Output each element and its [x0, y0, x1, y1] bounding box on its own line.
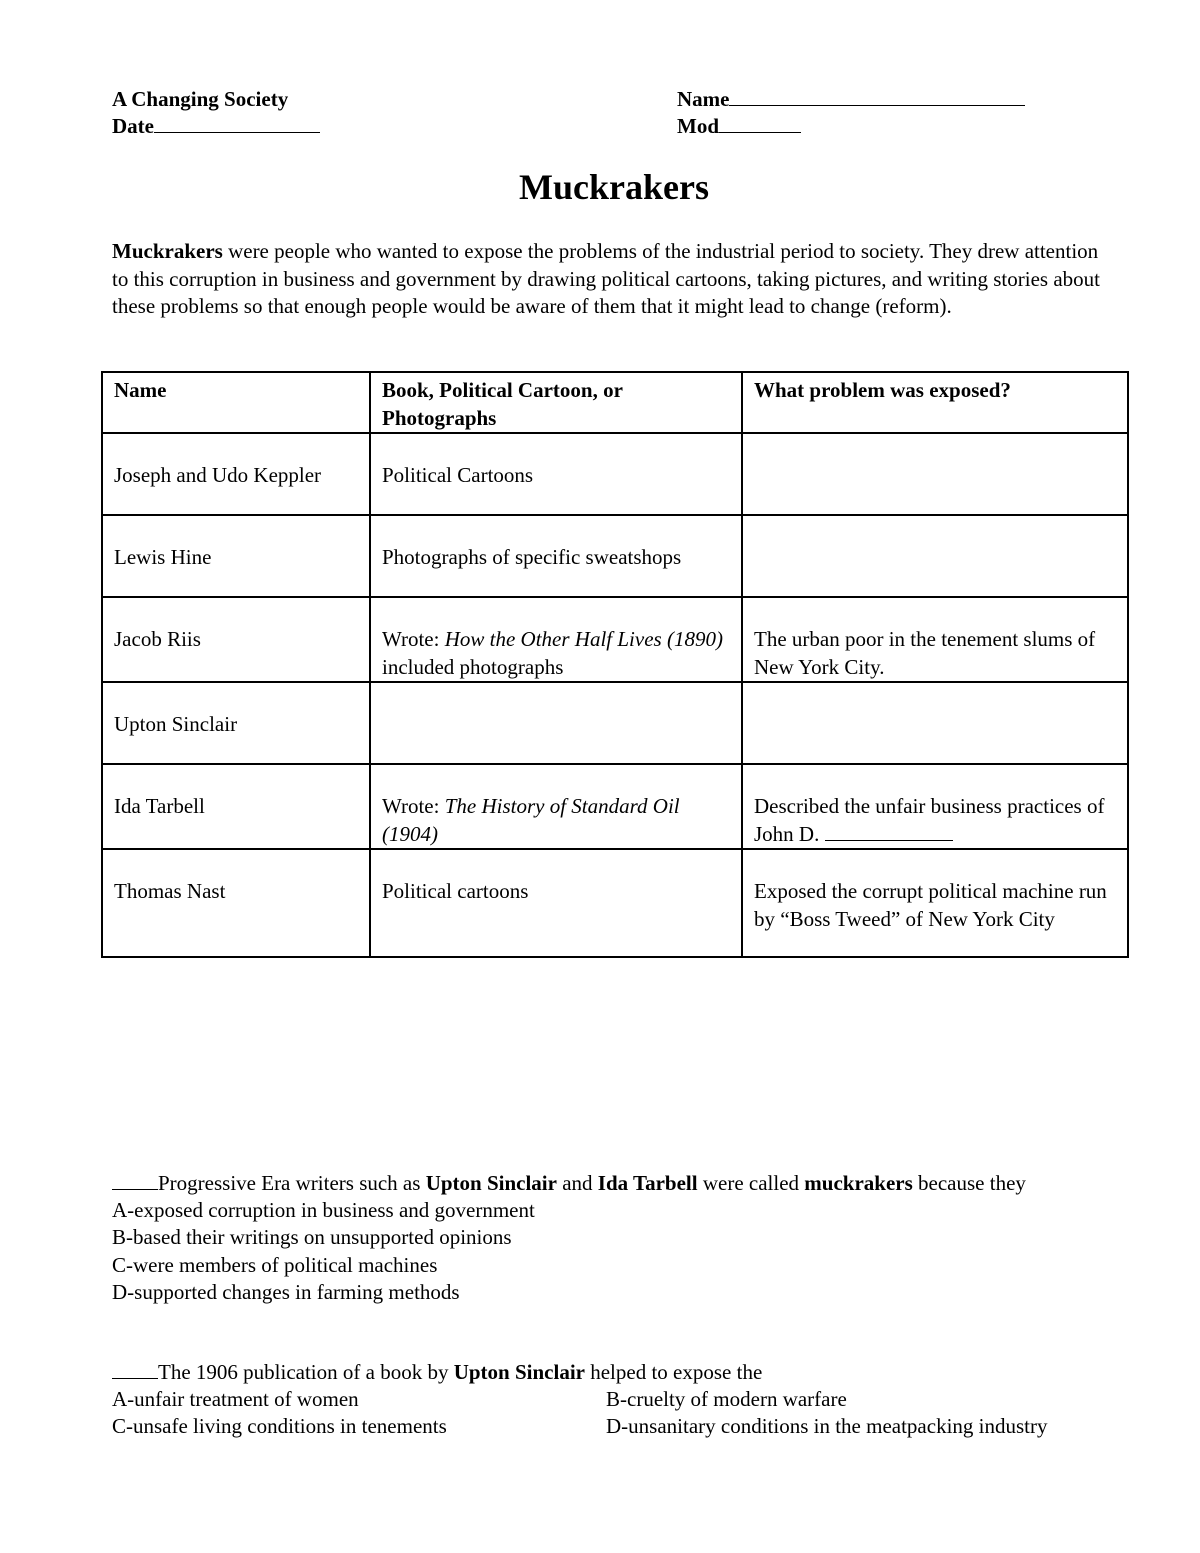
intro-term: Muckrakers: [112, 239, 223, 263]
question-2-stem: [112, 1359, 1112, 1386]
q2-options-row-2: [112, 1413, 1112, 1440]
header-right: [677, 86, 1025, 140]
table-row: [102, 849, 1128, 957]
cell-work[interactable]: [370, 849, 742, 957]
q2-options-row-1: [112, 1386, 1112, 1413]
answer-blank-1[interactable]: [112, 1189, 158, 1190]
cell-work[interactable]: [370, 682, 742, 764]
cell-name: Jacob Riis: [102, 597, 370, 682]
table-row: [102, 515, 1128, 597]
header-problem: What problem was exposed?: [742, 372, 1128, 433]
q1-stem-c: were called: [697, 1171, 805, 1195]
table-row: [102, 433, 1128, 515]
q1-stem-d: because they: [912, 1171, 1026, 1195]
q2-option-d: D-unsanitary conditions in the meatpacking industry: [606, 1414, 1048, 1439]
name-blank[interactable]: [729, 105, 1025, 106]
date-field[interactable]: [112, 113, 320, 140]
muckrakers-table: [101, 371, 1129, 958]
page-title: Muckrakers: [519, 167, 709, 207]
work-text: Wrote:: [382, 794, 445, 818]
work-title: How the Other Half Lives (1890): [444, 627, 723, 651]
q1-option-b: B-based their writings on unsupported opinions: [112, 1225, 512, 1250]
problem-text: Exposed the corrupt political machine run by “Boss Tweed” of New York City: [754, 879, 1107, 931]
cell-work[interactable]: [370, 597, 742, 682]
q1-stem-a: Progressive Era writers such as: [158, 1171, 426, 1195]
question-2: [112, 1359, 1112, 1441]
date-label: Date: [112, 114, 154, 138]
date-blank[interactable]: [154, 132, 320, 133]
work-text: Wrote:: [382, 627, 445, 651]
question-1: [112, 1170, 1102, 1306]
name-field[interactable]: [677, 86, 1025, 113]
q2-stem-b: helped to expose the: [584, 1360, 763, 1384]
q2-bold-1: Upton Sinclair: [453, 1360, 585, 1384]
intro-text: were people who wanted to expose the problems of the industrial period to society. They drew attention to this corruption in business and government by drawing political cartoons, taking pictures, and writing stories about these problems so that enough people would be aware of them that it might lead to change (reform).: [112, 239, 1100, 318]
course-title: A Changing Society: [112, 87, 289, 111]
mod-field[interactable]: [677, 113, 1025, 140]
cell-problem[interactable]: [742, 764, 1128, 849]
q1-bold-2: Ida Tarbell: [597, 1171, 698, 1195]
q2-option-a: A-unfair treatment of women: [112, 1387, 359, 1412]
cell-name: Upton Sinclair: [102, 682, 370, 764]
intro-paragraph: [112, 238, 1102, 321]
cell-name: Thomas Nast: [102, 849, 370, 957]
cell-work[interactable]: [370, 433, 742, 515]
cell-problem[interactable]: [742, 515, 1128, 597]
q2-option-c: C-unsafe living conditions in tenements: [112, 1414, 447, 1439]
q2-option-b: B-cruelty of modern warfare: [606, 1387, 847, 1412]
cell-name: Joseph and Udo Keppler: [102, 433, 370, 515]
work-title: The History of Standard Oil (1904): [382, 794, 680, 846]
work-suffix: included photographs: [382, 654, 564, 679]
table-row: [102, 764, 1128, 849]
header-left: [112, 86, 320, 140]
cell-work[interactable]: [370, 515, 742, 597]
q1-option-d: D-supported changes in farming methods: [112, 1279, 460, 1304]
work-text: Political Cartoons: [382, 463, 534, 487]
cell-problem[interactable]: [742, 597, 1128, 682]
q2-stem-a: The 1906 publication of a book by: [158, 1360, 454, 1384]
name-label: Name: [677, 87, 730, 111]
q1-option-a: A-exposed corruption in business and government: [112, 1198, 535, 1223]
table-header-row: [102, 372, 1128, 433]
answer-blank-2[interactable]: [112, 1378, 158, 1379]
mod-blank[interactable]: [719, 132, 801, 133]
problem-text: The urban poor in the tenement slums of New York City.: [754, 627, 1096, 679]
table-row: [102, 597, 1128, 682]
cell-problem[interactable]: [742, 849, 1128, 957]
work-text: Political cartoons: [382, 879, 529, 903]
cell-work[interactable]: [370, 764, 742, 849]
header-work: Book, Political Cartoon, or Photographs: [370, 372, 742, 433]
cell-name: Ida Tarbell: [102, 764, 370, 849]
header-name: Name: [102, 372, 370, 433]
problem-text: Described the unfair business practices of John D.: [754, 794, 1105, 846]
q1-stem-b: and: [556, 1171, 598, 1195]
cell-problem[interactable]: [742, 682, 1128, 764]
cell-name: Lewis Hine: [102, 515, 370, 597]
work-text: Photographs of specific sweatshops: [382, 545, 682, 569]
table-row: [102, 682, 1128, 764]
mod-label: Mod: [677, 114, 719, 138]
q1-option-c: C-were members of political machines: [112, 1252, 438, 1277]
q1-bold-3: muckrakers: [804, 1171, 913, 1195]
question-1-stem: [112, 1170, 1102, 1197]
problem-answer-blank[interactable]: [825, 840, 953, 841]
cell-problem[interactable]: [742, 433, 1128, 515]
q1-bold-1: Upton Sinclair: [425, 1171, 557, 1195]
